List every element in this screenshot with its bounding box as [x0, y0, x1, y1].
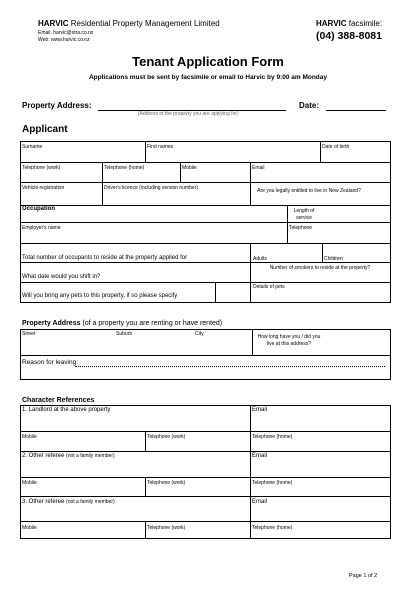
property-address-hint: (Address of the property you are applying for) [138, 111, 239, 117]
licence-field[interactable]: Driver's licence (including version number) [104, 185, 199, 191]
current-address-heading-rest: (of a property you are renting or have rented) [82, 320, 223, 327]
col-divider [102, 182, 103, 205]
row-divider [20, 205, 391, 206]
ref2-mobile[interactable]: Mobile [22, 480, 37, 486]
tel-work-field[interactable]: Telephone (work) [22, 165, 61, 171]
ref2-tel-home[interactable]: Telephone (home) [252, 480, 293, 486]
col-divider [287, 222, 288, 243]
reason-for-leaving-field[interactable]: Reason for leaving: [22, 359, 79, 366]
how-long-field[interactable]: How long have you / did you live at this address? [257, 334, 321, 347]
references-table [20, 405, 391, 539]
row-divider [20, 496, 391, 497]
pets-details-field[interactable]: Details of pets [253, 284, 285, 290]
row-divider [20, 451, 391, 452]
length-of-service-field[interactable]: Length of service [293, 208, 315, 221]
page-subtitle: Applications must be sent by facsimile or email to Harvic by 9:00 am Monday [88, 74, 328, 81]
ref3-mobile[interactable]: Mobile [22, 525, 37, 531]
col-divider [320, 141, 321, 162]
row-divider [20, 282, 391, 283]
ref1-tel-work[interactable]: Telephone (work) [147, 434, 186, 440]
reason-line[interactable] [75, 366, 385, 367]
ref3-tel-work[interactable]: Telephone (work) [147, 525, 186, 531]
street-field[interactable]: Street [22, 331, 36, 337]
employer-telephone-field[interactable]: Telephone [289, 225, 313, 231]
col-divider [180, 162, 181, 182]
col-divider [250, 431, 251, 451]
page-title: Tenant Application Form [132, 54, 284, 69]
col-divider [145, 521, 146, 539]
row-divider [20, 521, 391, 522]
col-divider [250, 477, 251, 496]
company-email: Email. harvic@xtra.co.nz [38, 30, 94, 36]
ref1-mobile[interactable]: Mobile [22, 434, 37, 440]
company-header [38, 19, 220, 28]
ref2-label-bold: 2. Other referee [22, 453, 65, 459]
row-divider [20, 355, 391, 356]
row-divider [20, 477, 391, 478]
city-field[interactable]: City [195, 331, 204, 337]
date-line[interactable] [326, 110, 386, 111]
col-divider [145, 477, 146, 496]
surname-field[interactable]: Surname [22, 144, 43, 150]
page-number: Page 1 of 2 [349, 573, 378, 579]
vehicle-field[interactable]: Vehicle registration [22, 185, 65, 191]
col-divider [250, 521, 251, 539]
ref3-label-rest: (not a family member) [66, 499, 115, 505]
adults-field[interactable]: Adults [253, 256, 267, 262]
first-names-field[interactable]: First names [147, 144, 174, 150]
tel-home-field[interactable]: Telephone (home) [104, 165, 145, 171]
ref3-tel-home[interactable]: Telephone (home) [252, 525, 293, 531]
row-divider [20, 182, 391, 183]
ref3-label[interactable] [22, 499, 115, 505]
row-divider [20, 222, 391, 223]
fax-number: (04) 388-8081 [316, 30, 382, 42]
applicant-heading: Applicant [22, 124, 68, 135]
col-divider [252, 329, 253, 355]
col-divider [287, 205, 288, 222]
children-field[interactable]: Children [324, 256, 343, 262]
col-divider [322, 243, 323, 262]
property-address-label: Property Address: [22, 101, 92, 110]
company-name: Residential Property Management Limited [70, 19, 220, 28]
dob-field[interactable]: Date of birth [322, 144, 350, 150]
ref1-tel-home[interactable]: Telephone (home) [252, 434, 293, 440]
entitled-question[interactable]: Are you legally entitled to live in New Zealand? [257, 188, 361, 194]
occupants-field[interactable]: Total number of occupants to reside at the property applied for [22, 255, 188, 261]
ref2-label-rest: (not a family member) [66, 453, 115, 459]
row-divider [20, 262, 391, 263]
col-divider [250, 496, 251, 521]
fax-label: facsimile: [348, 19, 383, 28]
col-divider [145, 141, 146, 162]
date-label: Date: [299, 101, 320, 110]
col-divider [250, 182, 251, 205]
company-brand: HARVIC [38, 19, 69, 28]
company-web: Web: www.harvic.co.nz [38, 37, 90, 43]
employer-field[interactable]: Employer's name [22, 225, 61, 231]
email-field[interactable]: Email [252, 165, 265, 171]
suburb-field[interactable]: Suburb [116, 331, 133, 337]
fax-header [316, 19, 382, 28]
ref2-label[interactable] [22, 453, 115, 459]
occupation-field[interactable]: Occupation [22, 206, 56, 212]
col-divider [250, 451, 251, 477]
col-divider [145, 431, 146, 451]
col-divider [250, 243, 251, 302]
fax-brand: HARVIC [316, 19, 347, 28]
col-divider [215, 282, 216, 302]
ref3-label-bold: 3. Other referee [22, 499, 65, 505]
col-divider [102, 162, 103, 182]
shift-date-field[interactable]: What date would you shift in? [22, 274, 101, 280]
row-divider [20, 243, 391, 244]
ref2-tel-work[interactable]: Telephone (work) [147, 480, 186, 486]
col-divider [250, 405, 251, 431]
row-divider [20, 162, 391, 163]
ref1-email[interactable]: Email [252, 407, 268, 413]
ref1-label[interactable]: 1. Landlord at the above property [22, 407, 111, 413]
row-divider [20, 431, 391, 432]
references-heading: Character References [22, 397, 95, 404]
pets-question-field[interactable]: Will you bring any pets to this property, if so please specify [22, 293, 178, 299]
col-divider [250, 162, 251, 182]
ref3-email[interactable]: Email [252, 499, 268, 505]
current-address-heading [22, 320, 222, 327]
smokers-field[interactable]: Number of smokers to reside at the property? [269, 265, 371, 271]
current-address-heading-bold: Property Address [22, 320, 81, 327]
mobile-field[interactable]: Mobile [182, 165, 197, 171]
ref2-email[interactable]: Email [252, 453, 268, 459]
